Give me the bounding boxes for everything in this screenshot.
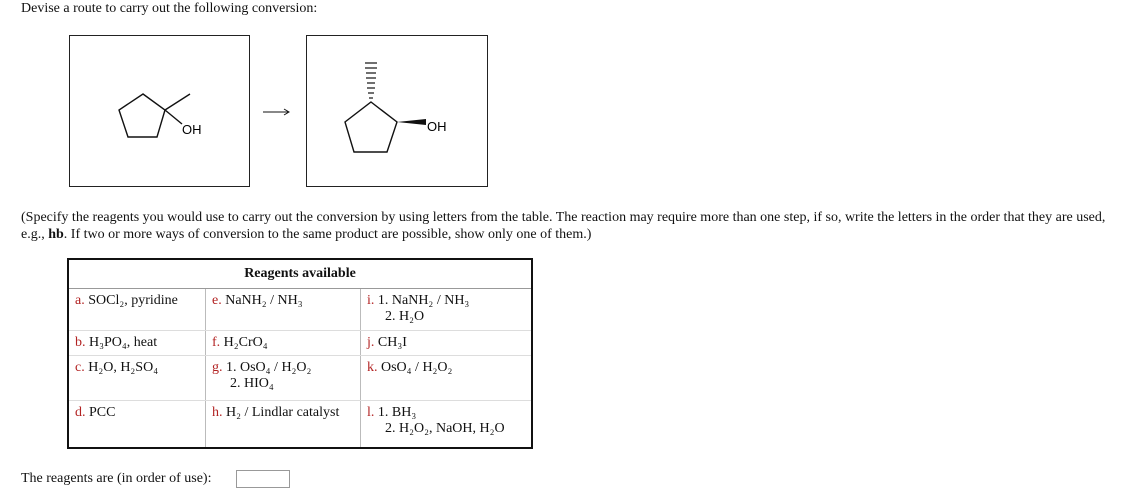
reagent-i: i. 1. NaNH₂ / NH₃ 2. H₂O: [361, 289, 533, 331]
reagent-d: d. PCC: [68, 401, 206, 449]
table-row: [68, 331, 532, 356]
hydroxyl-label: OH: [427, 119, 447, 134]
reagent-g: g. 1. OsO₄ / H₂O₂ 2. HIO₄: [206, 356, 361, 401]
example-answer: hb: [48, 227, 64, 242]
reaction-arrow: [262, 107, 292, 117]
reagent-j: j. CH₃I: [361, 331, 533, 356]
hydroxyl-label: OH: [182, 122, 202, 137]
reagent-a: a. SOCl₂, pyridine: [68, 289, 206, 331]
starting-material-structure: [70, 36, 249, 186]
product-box: [306, 35, 488, 187]
wedge-oh-bond: [397, 119, 426, 125]
table-row: [68, 356, 532, 401]
cyclopentane-ring: [345, 102, 397, 152]
cyclopentane-ring: [119, 94, 165, 137]
answer-input[interactable]: [236, 470, 290, 488]
table-row: [68, 289, 532, 331]
reagent-b: b. H₃PO₄, heat: [68, 331, 206, 356]
oh-bond: [165, 110, 182, 124]
answer-label: The reagents are (in order of use):: [21, 471, 212, 486]
methyl-bond: [165, 94, 190, 110]
hashed-methyl-bond: [365, 63, 377, 98]
question-prompt: Devise a route to carry out the following conversion:: [21, 1, 318, 16]
reagent-k: k. OsO₄ / H₂O₂: [361, 356, 533, 401]
reagent-e: e. NaNH₂ / NH₃: [206, 289, 361, 331]
reagent-h: h. H₂ / Lindlar catalyst: [206, 401, 361, 449]
product-structure: [307, 36, 487, 186]
reagents-table: [67, 258, 533, 449]
starting-material-box: [69, 35, 250, 187]
instructions-text: (Specify the reagents you would use to carry out the conversion by using letters from the table. The reaction may require more than one step, if so, write the letters in the order that they are used, e.g., hb. If two or more ways of conversion to the same product are possible, show only one of them.): [21, 210, 1106, 242]
reagent-l: l. 1. BH₃ 2. H₂O₂, NaOH, H₂O: [367, 405, 505, 436]
reagent-f: f. H₂CrO₄: [206, 331, 361, 356]
table-row: [68, 401, 532, 449]
reagent-c: c. H₂O, H₂SO₄: [68, 356, 206, 401]
table-header: Reagents available: [68, 259, 532, 289]
